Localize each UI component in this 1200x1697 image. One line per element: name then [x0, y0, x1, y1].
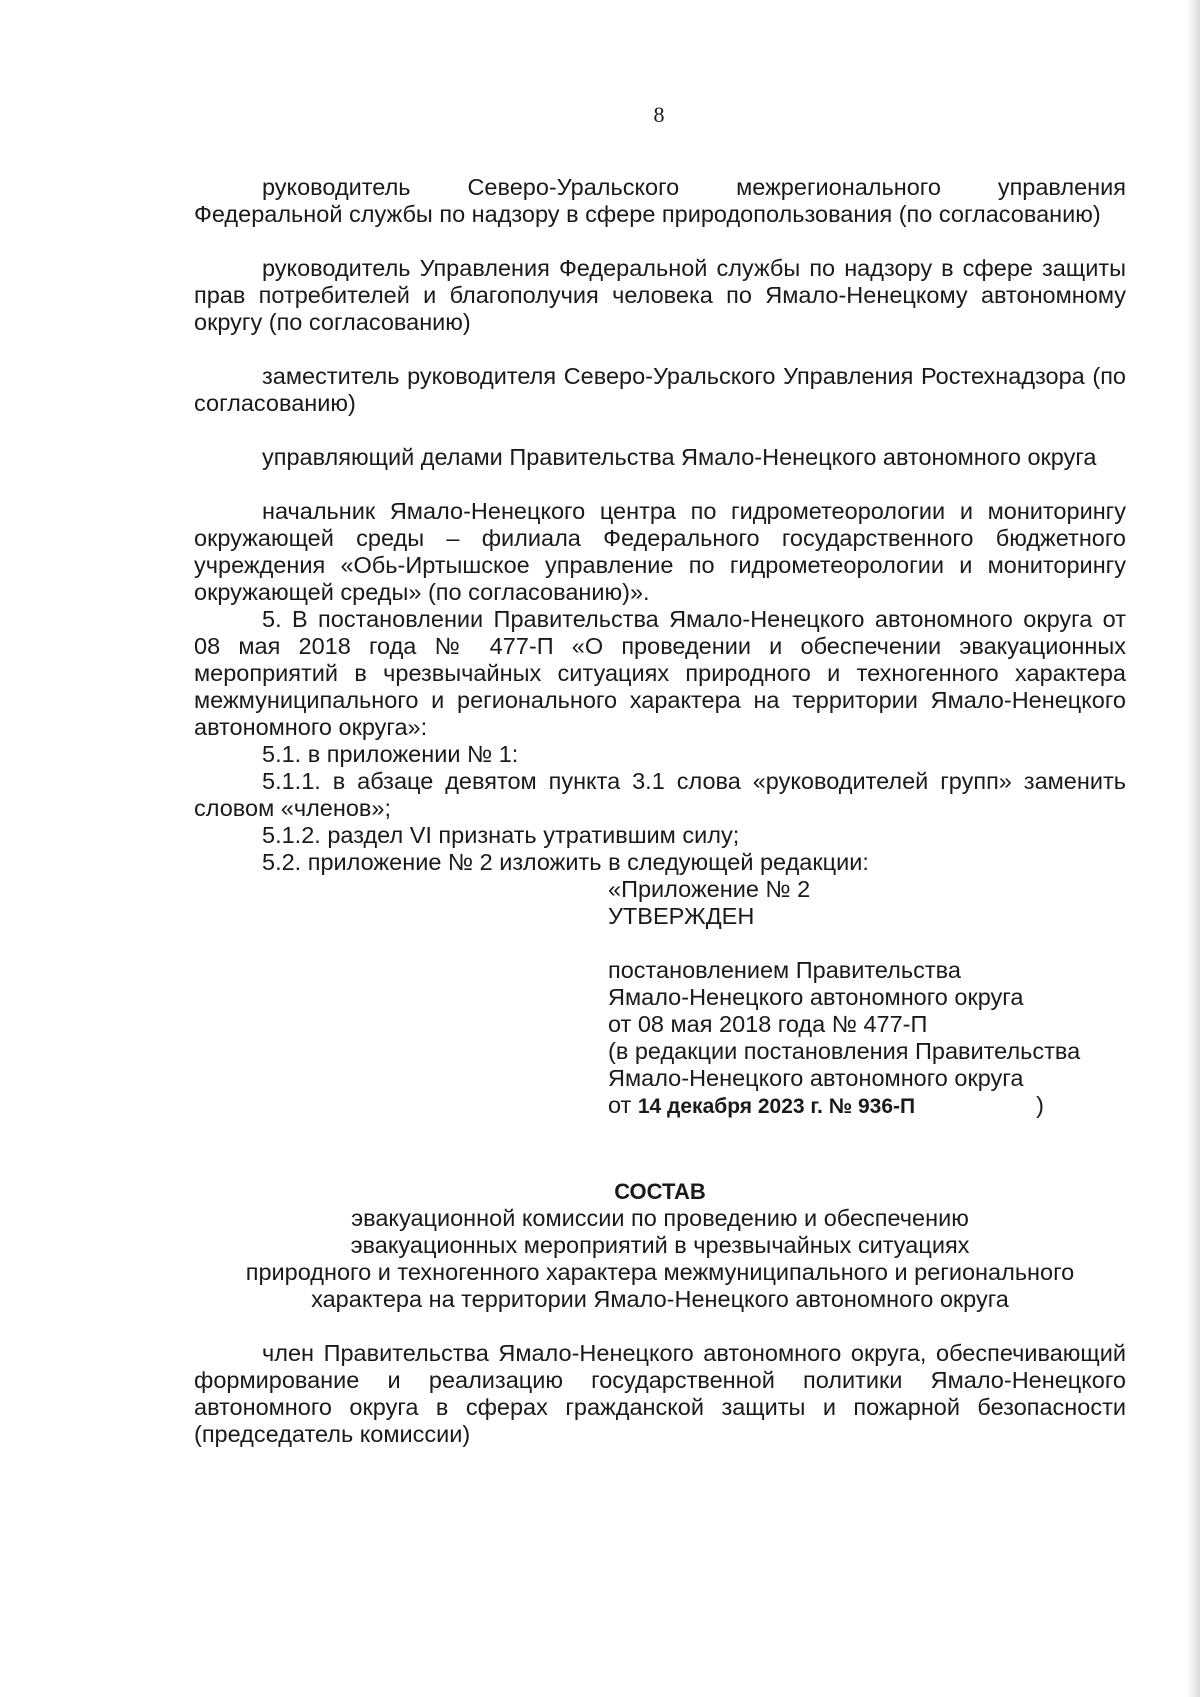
composition-subtitle	[194, 1205, 1126, 1313]
amendment-5: 5. В постановлении Правительства Ямало-Ненецкого автономного округа от 08 мая 2018 года № 477-П «О проведении и обеспечении эвакуационных мероприятий в чрезвычайных ситуациях природного и техногенного характера межмуниципального и регионального характера на территории Ямало-Ненецкого автономного округа»:	[194, 606, 1126, 740]
appendix-line: Ямало-Ненецкого автономного округа	[608, 984, 1024, 1010]
subtitle-line: природного и техногенного характера межмуниципального и регионального	[245, 1259, 1075, 1285]
approved-label: УТВЕРЖДЕН	[608, 903, 755, 929]
appendix-label: «Приложение № 2	[608, 876, 811, 902]
paragraph-chairman: член Правительства Ямало-Ненецкого автономного округа, обеспечивающий формирование и реализацию государственной политики Ямало-Ненецкого автономного округа в сферах гражданской защиты и пожарной безопасности (председатель комиссии)	[194, 1340, 1126, 1447]
amendment-5-1-2: 5.1.2. раздел VI признать утратившим силу;	[262, 822, 740, 848]
subtitle-line: эвакуационной комиссии по проведению и обеспечению	[351, 1205, 969, 1231]
appendix-line: (в редакции постановления Правительства	[608, 1038, 1081, 1064]
paragraph-member-4: управляющий делами Правительства Ямало-Ненецкого автономного округа	[262, 444, 1097, 470]
document-body	[194, 174, 1126, 1448]
closing-parenthesis: )	[1036, 1092, 1044, 1118]
amendment-5-1-1: 5.1.1. в абзаце девятом пункта 3.1 слова «руководителей групп» заменить словом «членов»;	[194, 768, 1126, 821]
appendix-line: Ямало-Ненецкого автономного округа	[608, 1065, 1024, 1091]
resolution-stamp: 14 декабря 2023 г. № 936-П	[637, 1095, 916, 1118]
composition-title: СОСТАВ	[614, 1179, 706, 1204]
appendix-date-line	[608, 1092, 1128, 1120]
appendix-approval-block	[608, 876, 1128, 1120]
page-edge-shadow	[1186, 0, 1200, 1697]
page-number: 8	[653, 102, 665, 127]
amendment-5-1: 5.1. в приложении № 1:	[262, 741, 519, 767]
paragraph-member-1: руководитель Северо-Уральского межрегионального управления Федеральной службы по надзору в сфере природопользования (по согласованию)	[194, 174, 1126, 227]
subtitle-line: эвакуационных мероприятий в чрезвычайных ситуациях	[350, 1232, 970, 1258]
amendment-5-2: 5.2. приложение № 2 изложить в следующей редакции:	[262, 849, 869, 875]
subtitle-line: характера на территории Ямало-Ненецкого автономного округа	[311, 1286, 1009, 1312]
date-prefix: от	[608, 1092, 632, 1118]
appendix-line: постановлением Правительства	[608, 957, 961, 983]
appendix-line: от 08 мая 2018 года № 477-П	[608, 1011, 928, 1037]
paragraph-member-2: руководитель Управления Федеральной службы по надзору в сфере защиты прав потребителей и благополучия человека по Ямало-Ненецкому автономному округу (по согласованию)	[194, 255, 1126, 335]
paragraph-member-3: заместитель руководителя Северо-Уральского Управления Ростехнадзора (по согласованию)	[194, 363, 1126, 416]
paragraph-member-5: начальник Ямало-Ненецкого центра по гидрометеорологии и мониторингу окружающей среды – филиала Федерального государственного бюджетного учреждения «Обь-Иртышское управление по гидрометеорологии и мониторингу окружающей среды» (по согласованию)».	[194, 498, 1126, 605]
